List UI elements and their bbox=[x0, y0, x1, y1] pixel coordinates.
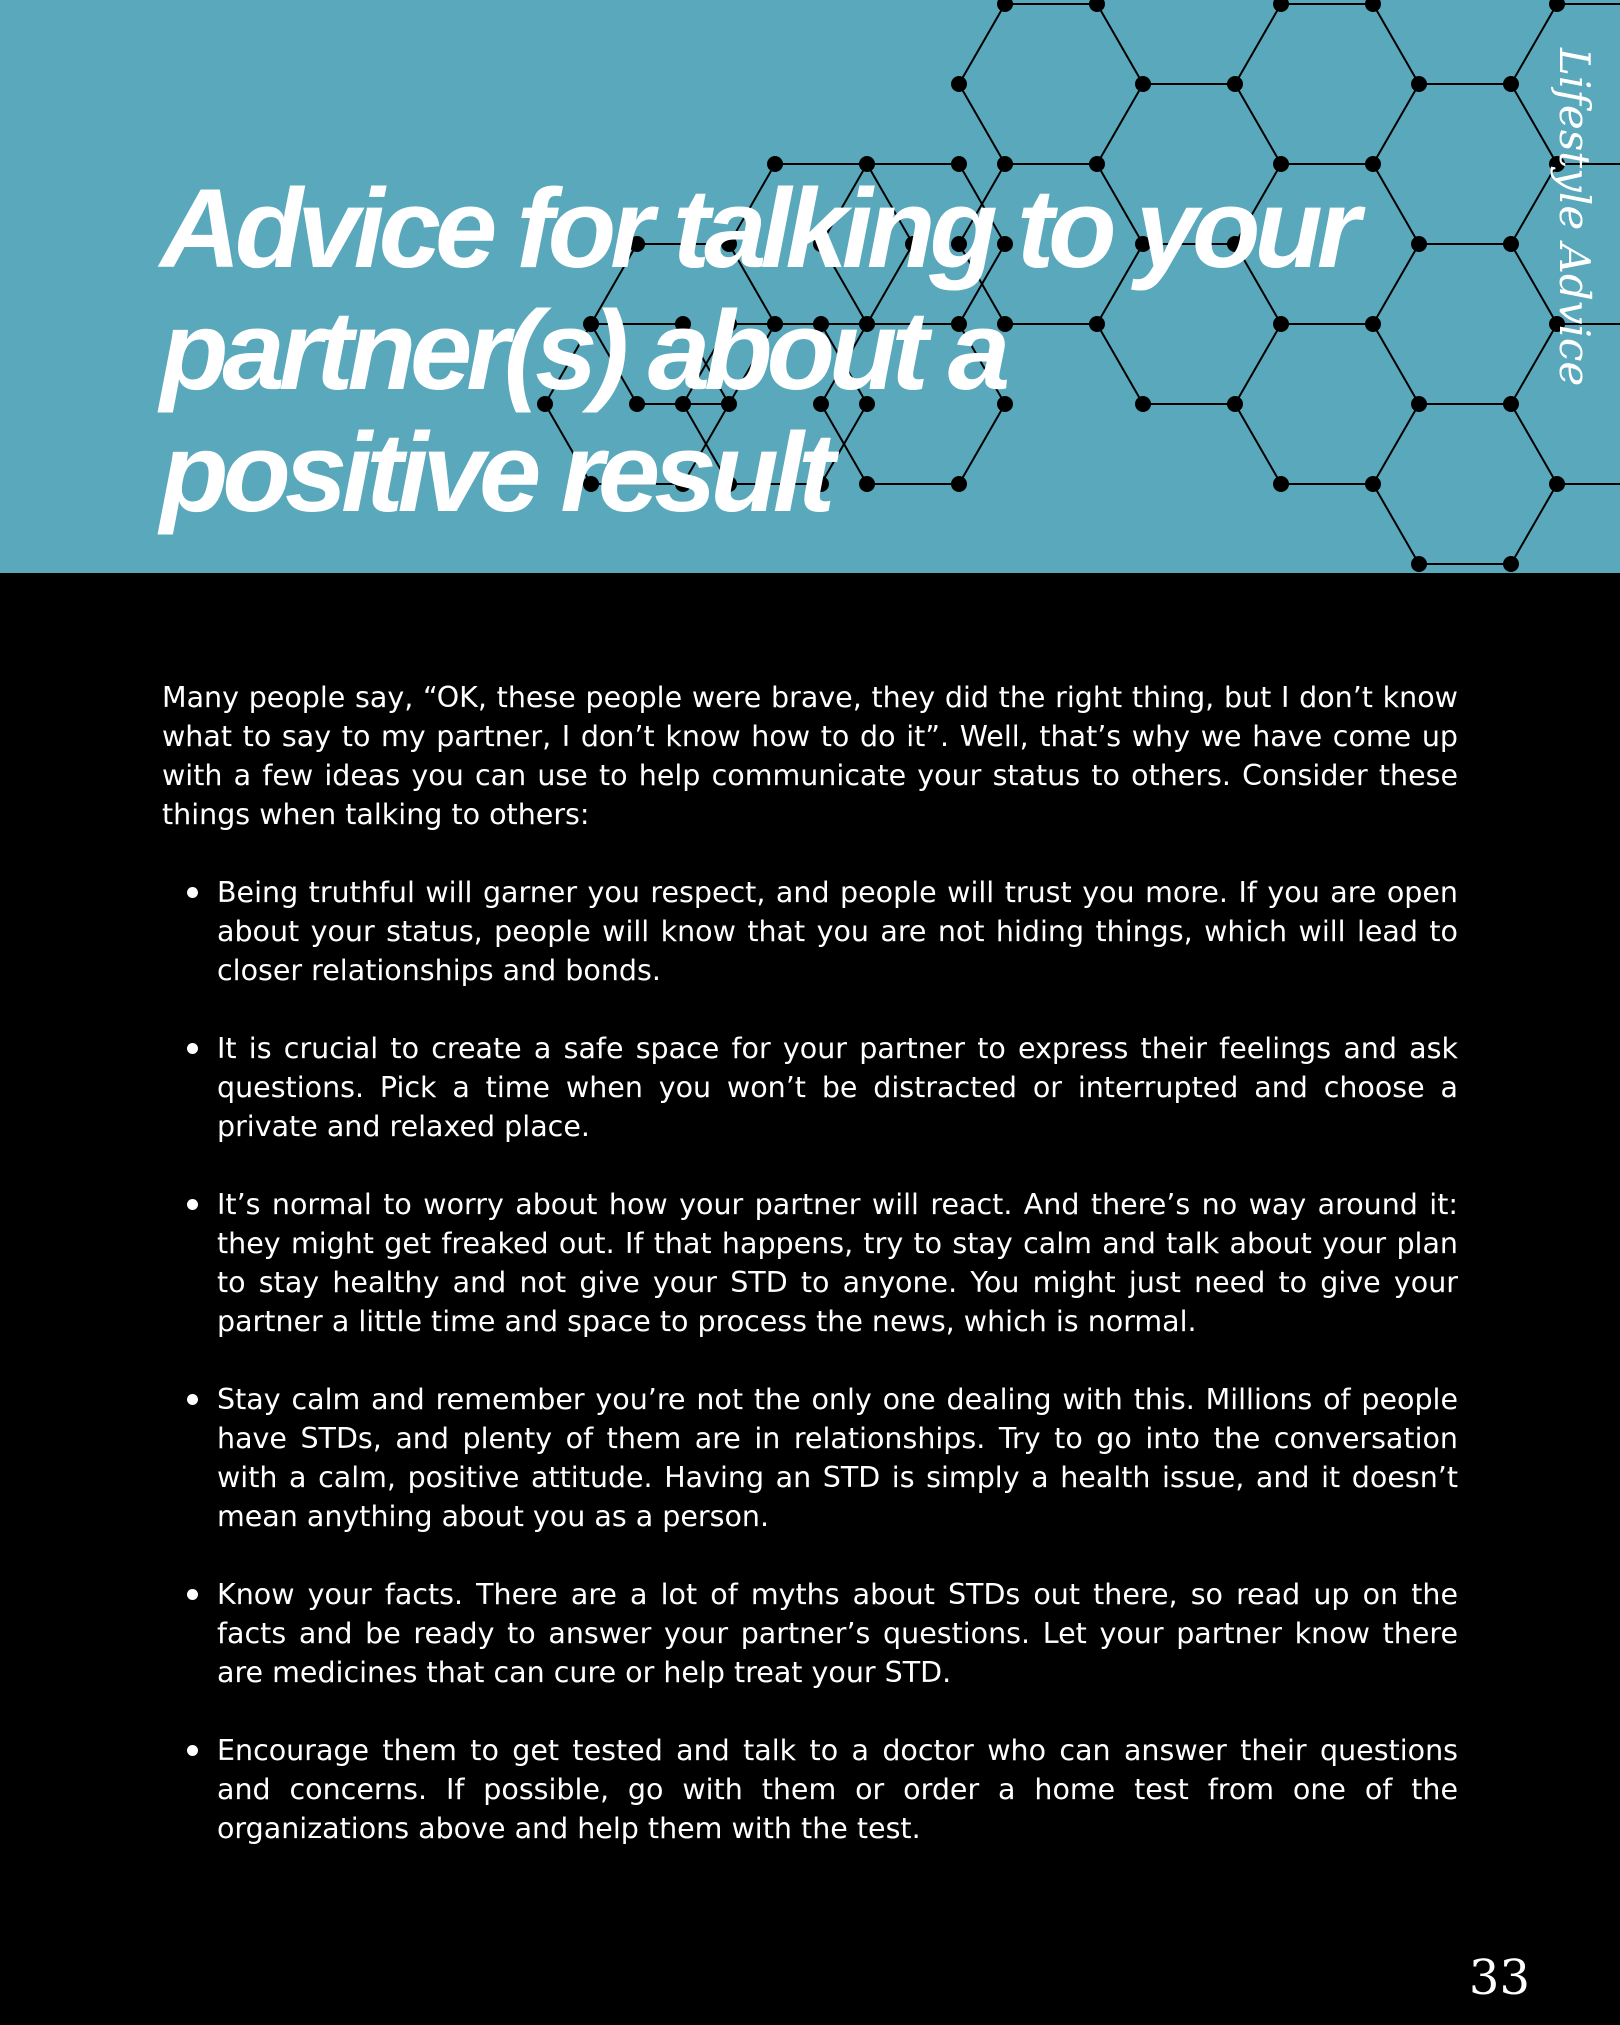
hexagon-edge bbox=[1511, 404, 1557, 484]
hexagon-edge bbox=[959, 4, 1005, 84]
list-item bbox=[162, 1380, 1458, 1536]
list-item-text: It is crucial to create a safe space for your partner to express their feelings and ask questions. Pick a time when you won’t be distracted or interrupted and choose a private and relaxed place. bbox=[217, 1032, 1458, 1143]
hexagon-edge bbox=[1097, 4, 1143, 84]
hexagon-node bbox=[1503, 396, 1519, 412]
hexagon-node bbox=[1549, 0, 1565, 12]
list-item-text: Know your facts. There are a lot of myths about STDs out there, so read up on the facts and be ready to answer your partner’s questions. Let your partner know there are medicines that can cure or help treat your STD. bbox=[217, 1578, 1458, 1689]
bullet-icon bbox=[187, 1589, 198, 1600]
hexagon-node bbox=[1273, 0, 1289, 12]
list-item-text: Encourage them to get tested and talk to a doctor who can answer their questions and concerns. If possible, go with them or order a home test from one of the organizations above and help them with the test. bbox=[217, 1734, 1458, 1845]
hexagon-node bbox=[1411, 556, 1427, 572]
list-item bbox=[162, 1029, 1458, 1146]
bullet-icon bbox=[187, 887, 198, 898]
section-tag: Lifestyle Advice bbox=[1550, 48, 1599, 387]
list-item bbox=[162, 1731, 1458, 1848]
hexagon-node bbox=[951, 76, 967, 92]
list-item-text: Stay calm and remember you’re not the only one dealing with this. Millions of people have STDs, and plenty of them are in relationships. Try to go into the conversation with a calm, positive attitude. Having an STD is simply a health issue, and it doesn’t mean anything about you as a person. bbox=[217, 1383, 1458, 1533]
bullet-icon bbox=[187, 1043, 198, 1054]
hexagon-node bbox=[1365, 0, 1381, 12]
list-item-text: It’s normal to worry about how your partner will react. And there’s no way around it: they might get freaked out. If that happens, try to stay calm and talk about your plan to stay healthy and not give your STD to anyone. You might just need to give your partner a little time and space to process the news, which is normal. bbox=[217, 1188, 1458, 1338]
page-title: Advice for talking to your partner(s) about a positive result bbox=[160, 166, 1355, 535]
list-item bbox=[162, 873, 1458, 990]
hexagon-edge bbox=[1097, 84, 1143, 164]
hexagon-edge bbox=[1235, 4, 1281, 84]
list-item-text: Being truthful will garner you respect, and people will trust you more. If you are open about your status, people will know that you are not hiding things, which will lead to closer relationships and bonds. bbox=[217, 876, 1458, 987]
hexagon-node bbox=[997, 0, 1013, 12]
bullet-icon bbox=[187, 1745, 198, 1756]
hexagon-node bbox=[1135, 76, 1151, 92]
hexagon-node bbox=[1503, 236, 1519, 252]
list-item bbox=[162, 1185, 1458, 1341]
bullet-icon bbox=[187, 1199, 198, 1210]
hexagon-node bbox=[1411, 76, 1427, 92]
intro-paragraph: Many people say, “OK, these people were brave, they did the right thing, but I don’t know what to say to my partner, I don’t know how to do it”. Well, that’s why we have come up with a few ideas you can use to help communicate your status to others. Consider these things when talking to others: bbox=[162, 681, 1458, 831]
hexagon-node bbox=[1549, 476, 1565, 492]
hexagon-node bbox=[1227, 76, 1243, 92]
page-number: 33 bbox=[1468, 1950, 1530, 2006]
hexagon-edge bbox=[1235, 84, 1281, 164]
list-item bbox=[162, 1575, 1458, 1692]
bullet-icon bbox=[187, 1394, 198, 1405]
hexagon-node bbox=[1503, 76, 1519, 92]
article-body bbox=[162, 678, 1458, 1848]
advice-list bbox=[162, 873, 1458, 1848]
hexagon-edge bbox=[1373, 4, 1419, 84]
hexagon-node bbox=[1503, 556, 1519, 572]
hexagon-edge bbox=[959, 84, 1005, 164]
header-banner bbox=[0, 0, 1620, 573]
hexagon-edge bbox=[1511, 484, 1557, 564]
hexagon-edge bbox=[1373, 84, 1419, 164]
hexagon-node bbox=[1089, 0, 1105, 12]
